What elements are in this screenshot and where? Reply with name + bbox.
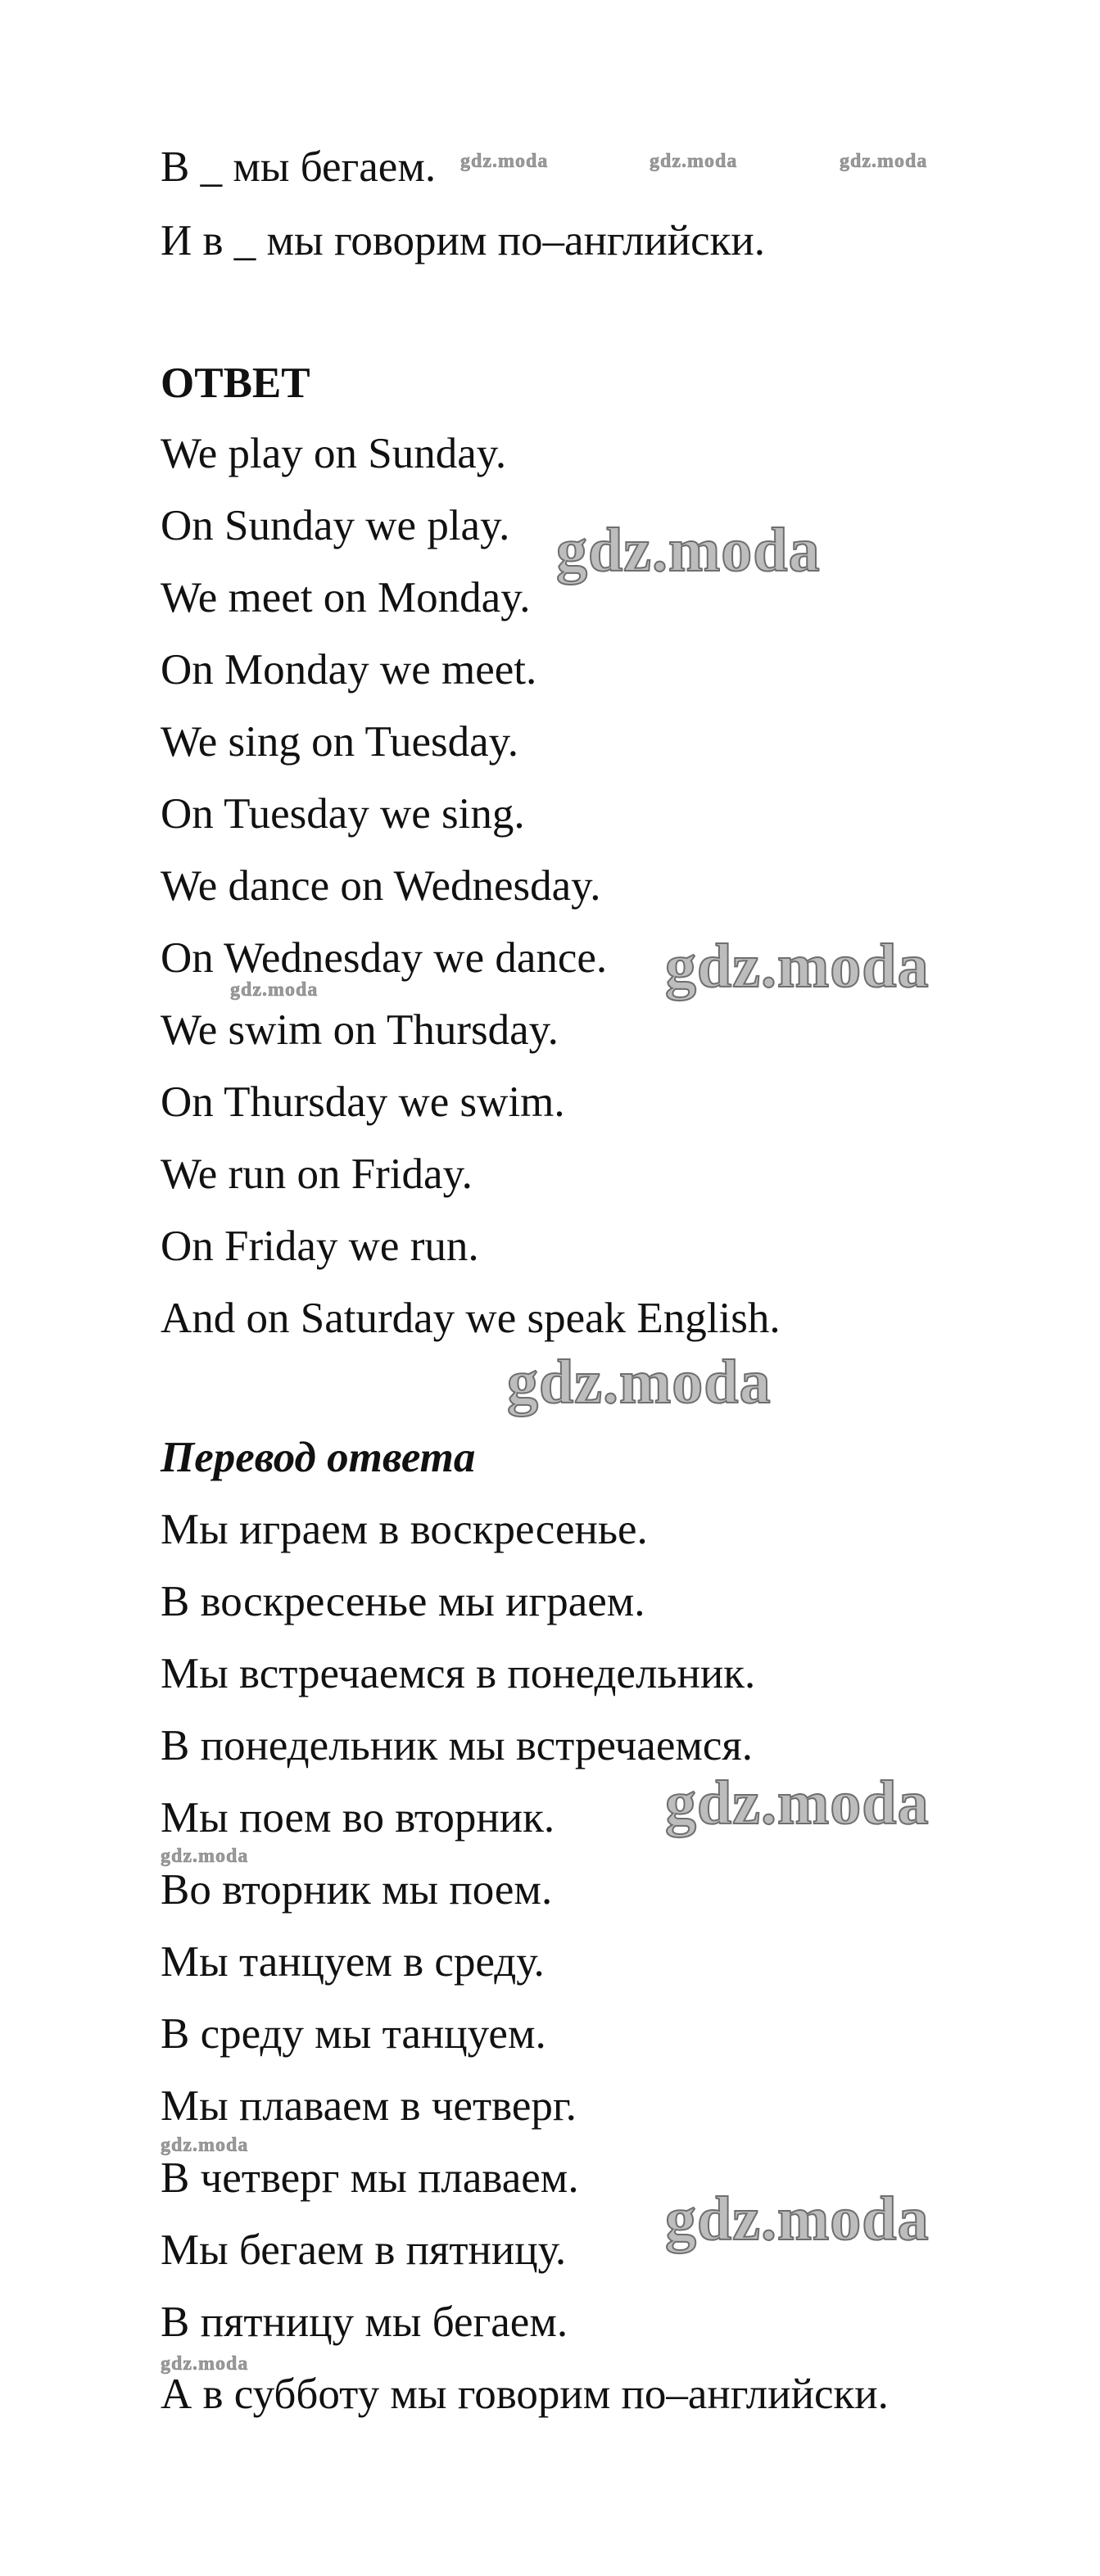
answer-line: On Friday we run. bbox=[161, 1222, 479, 1270]
watermark-large: gdz.moda bbox=[665, 2185, 930, 2253]
answer-line: We run on Friday. bbox=[161, 1150, 473, 1198]
translation-heading: Перевод ответа bbox=[161, 1434, 476, 1481]
answer-line: On Sunday we play. bbox=[161, 502, 510, 549]
answer-line: And on Saturday we speak English. bbox=[161, 1295, 781, 1342]
translation-line: Мы поем во вторник. bbox=[161, 1794, 555, 1842]
intro-line-1: В _ мы бегаем. bbox=[161, 143, 437, 191]
watermark-small: gdz.moda bbox=[840, 151, 928, 172]
translation-line: А в субботу мы говорим по–английски. bbox=[161, 2370, 889, 2418]
watermark-small: gdz.moda bbox=[161, 1846, 249, 1867]
answer-line: We swim on Thursday. bbox=[161, 1006, 559, 1054]
translation-line: Мы бегаем в пятницу. bbox=[161, 2226, 567, 2274]
watermark-large: gdz.moda bbox=[665, 932, 930, 1001]
answer-line: We play on Sunday. bbox=[161, 430, 507, 477]
translation-line: Мы плаваем в четверг. bbox=[161, 2082, 577, 2130]
translation-line: Мы танцуем в среду. bbox=[161, 1938, 545, 1986]
watermark-small: gdz.moda bbox=[460, 151, 549, 172]
watermark-small: gdz.moda bbox=[650, 151, 738, 172]
watermark-small: gdz.moda bbox=[230, 979, 319, 1001]
translation-line: В воскресенье мы играем. bbox=[161, 1578, 645, 1625]
answer-line: We dance on Wednesday. bbox=[161, 862, 601, 910]
watermark-large: gdz.moda bbox=[665, 1769, 930, 1837]
translation-line: Мы встречаемся в понедельник. bbox=[161, 1650, 756, 1697]
watermark-small: gdz.moda bbox=[161, 2135, 249, 2156]
intro-line-2: И в _ мы говорим по–английски. bbox=[161, 217, 766, 264]
watermark-large: gdz.moda bbox=[556, 516, 821, 585]
translation-line: Мы играем в воскресенье. bbox=[161, 1506, 648, 1553]
translation-line: В среду мы танцуем. bbox=[161, 2010, 546, 2058]
answer-line: On Monday we meet. bbox=[161, 646, 537, 694]
answer-line: We sing on Tuesday. bbox=[161, 718, 518, 766]
answer-line: We meet on Monday. bbox=[161, 574, 531, 621]
answer-line: On Tuesday we sing. bbox=[161, 790, 525, 838]
answer-line: On Wednesday we dance. bbox=[161, 934, 608, 982]
translation-line: В понедельник мы встречаемся. bbox=[161, 1722, 754, 1769]
watermark-small: gdz.moda bbox=[161, 2353, 249, 2375]
answer-line: On Thursday we swim. bbox=[161, 1078, 565, 1126]
translation-line: В пятницу мы бегаем. bbox=[161, 2298, 568, 2346]
translation-line: В четверг мы плаваем. bbox=[161, 2154, 579, 2202]
answer-heading: ОТВЕТ bbox=[161, 359, 310, 407]
watermark-large: gdz.moda bbox=[507, 1348, 772, 1417]
translation-line: Во вторник мы поем. bbox=[161, 1866, 553, 1914]
